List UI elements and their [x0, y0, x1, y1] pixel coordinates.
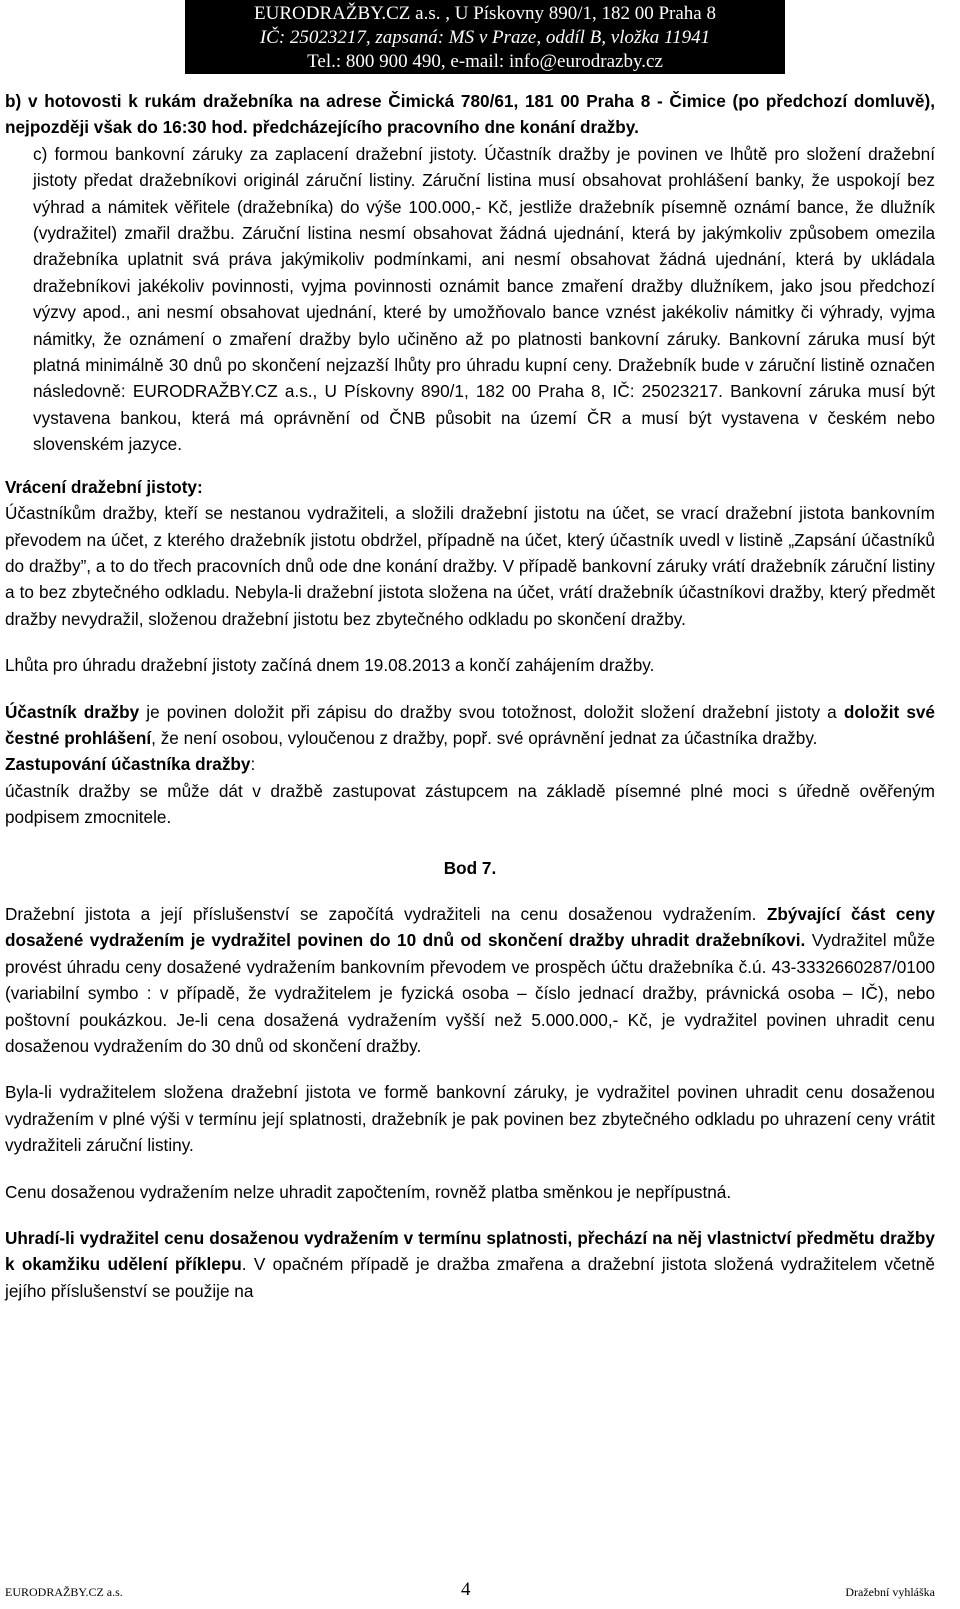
bod-7-paragraph-4: [5, 1225, 935, 1304]
refund-heading: Vrácení dražební jistoty:: [5, 476, 203, 497]
representation-heading: Zastupování účastníka dražby: [5, 754, 251, 775]
participant-bold-declaration: doložit své čestné prohlášení: [5, 701, 935, 748]
footer-page-number: 4: [461, 1579, 471, 1600]
participant-text-2: , že není osobou, vyloučenou z dražby, popř. své oprávnění jednat za účastníka dražby.: [151, 727, 818, 748]
bod-7-p1-text-1: Dražební jistota a její příslušenství se započítá vydražiteli na cenu dosaženou vydražením.: [5, 903, 767, 924]
bod-7-p1-bold: Zbývající část ceny dosažené vydražením je vydražitel povinen do 10 dnů od skončení dražby uhradit dražebníkovi.: [5, 903, 935, 951]
header-line-contact: Tel.: 800 900 490, e-mail: info@eurodrazby.cz: [307, 51, 663, 72]
representation-colon: :: [250, 754, 256, 775]
section-c-bank-guarantee: c) formou bankovní záruky za zaplacení dražební jistoty. Účastník dražby je povinen ve lhůtě pro složení dražební jistoty předat dražebníkovi originál záruční listiny. Záruční listina musí obsahovat prohlášení banky, že uspokojí bez výhrad a námitek věřitele (dražebníka) do výše 100.000,- Kč, jestliže dražebník písemně oznámí bance, že dlužník (vydražitel) zmařil dražbu. Záruční listina nesmí obsahovat žádná ujednání, která by jakýmkoliv způsobem omezila dražebníka uplatnit svá práva jakýmikoliv podmínkami, ani nesmí obsahovat žádná ujednání, která by ukládala dražebníkovi jakékoliv povinnosti, vyjma povinnosti oznámit bance zmaření dražby dlužníkem, jako jsou předchozí výzvy apod., ani nesmí obsahovat ujednání, které by umožňovalo bance vznést jakékoliv námitky či výhrady, vyjma námitky, že oznámení o zmaření dražby bylo učiněno až po platnosti bankovní záruky. Bankovní záruka musí být platná minimálně 30 dnů po skončení nejzazší lhůty pro úhradu kupní ceny. Dražebník bude v záruční listině označen následovně: EURODRAŽBY.CZ a.s., U Pískovny 890/1, 182 00 Praha 8, IČ: 25023217. Bankovní záruka musí být vystavena bankou, která má oprávnění od ČNB působit na území ČR a musí být vystavena v českém nebo slovenském jazyce.: [33, 143, 935, 455]
footer-document-title: Dražební vyhláška: [845, 1585, 935, 1599]
deadline-paragraph: Lhůta pro úhradu dražební jistoty začíná dnem 19.08.2013 a končí zahájením dražby.: [5, 655, 655, 676]
page-footer: [5, 1575, 935, 1605]
bod-7-p4-text: . V opačném případě je dražba zmařena a dražební jistota složená vydražitelem včetně jejího příslušenství se použije na: [5, 1254, 935, 1301]
bod-7-paragraph-3: Cenu dosaženou vydražením nelze uhradit započtením, rovněž platba směnkou je nepřípustná.: [5, 1181, 732, 1202]
refund-paragraph: Účastníkům dražby, kteří se nestanou vydražiteli, a složili dražební jistotu na účet, se vrací dražební jistota bankovním převodem na účet, z kterého dražebník jistotu obdržel, případně na účet, který účastník uvedl v listině „Zapsání účastníků do dražby”, a to do třech pracovních dnů ode dne konání dražby. V případě bankovní záruky vrátí dražebník záruční listiny a to bez zbytečného odkladu. Nebyla-li dražební jistota složena na účet, vrátí dražebník účastníkovi dražby, který předmět dražby nevydražil, složenou dražební jistotu bez zbytečného odkladu po skončení dražby.: [5, 503, 935, 629]
bod-7-paragraph-1: [5, 901, 935, 1059]
bod-7-p4-bold: Uhradí-li vydražitel cenu dosaženou vydražením v termínu splatnosti, přechází na něj vlastnictví předmětu dražby k okamžiku udělení příklepu: [5, 1228, 935, 1275]
section-b-cash-payment: b) v hotovosti k rukám dražebníka na adrese Čimická 780/61, 181 00 Praha 8 - Čimice (po předchozí domluvě), nejpozději však do 16:30 hod. předcházejícího pracovního dne konání dražby.: [5, 91, 935, 138]
header-line-address: EURODRAŽBY.CZ a.s. , U Pískovny 890/1, 182 00 Praha 8: [254, 3, 716, 24]
header-line-registration: IČ: 25023217, zapsaná: MS v Praze, oddíl B, vložka 11941: [259, 27, 711, 48]
bod-7-p1-text-2: Vydražitel může provést úhradu ceny dosažené vydražením bankovním převodem ve prospěch účtu dražebníka č.ú. 43-3332660287/0100 (variabilní symbo : v případě, že vydražitelem je fyzická osoba – číslo jednací dražby, právnická osoba – IČ), nebo poštovní poukázkou. Je-li cena dosažená vydražením vyšší než 5.000.000,- Kč, je vydražitel povinen uhradit cenu dosaženou vydražením do 30 dnů od skončení dražby.: [5, 930, 936, 1056]
company-header: [185, 0, 785, 74]
representation-heading-line: [5, 751, 935, 777]
footer-company: EURODRAŽBY.CZ a.s.: [5, 1585, 123, 1599]
bod-7-title: Bod 7.: [443, 857, 497, 878]
participant-paragraph: [5, 699, 935, 752]
participant-bold-term: Účastník dražby: [5, 701, 140, 722]
bod-7-paragraph-2: Byla-li vydražitelem složena dražební jistota ve formě bankovní záruky, je vydražitel povinen uhradit cenu dosaženou vydražením v plné výši v termínu její splatnosti, dražebník je pak povinen bez zbytečného odkladu po uhrazení ceny vrátit vydražiteli záruční listiny.: [5, 1082, 935, 1156]
document-body: [5, 88, 935, 1304]
representation-paragraph: účastník dražby se může dát v dražbě zastupovat zástupcem na základě písemné plné moci s úředně ověřeným podpisem zmocnitele.: [5, 780, 935, 828]
participant-text-1: je povinen doložit při zápisu do dražby svou totožnost, doložit složení dražební jistoty a: [139, 701, 844, 722]
header-bar: [0, 0, 960, 74]
